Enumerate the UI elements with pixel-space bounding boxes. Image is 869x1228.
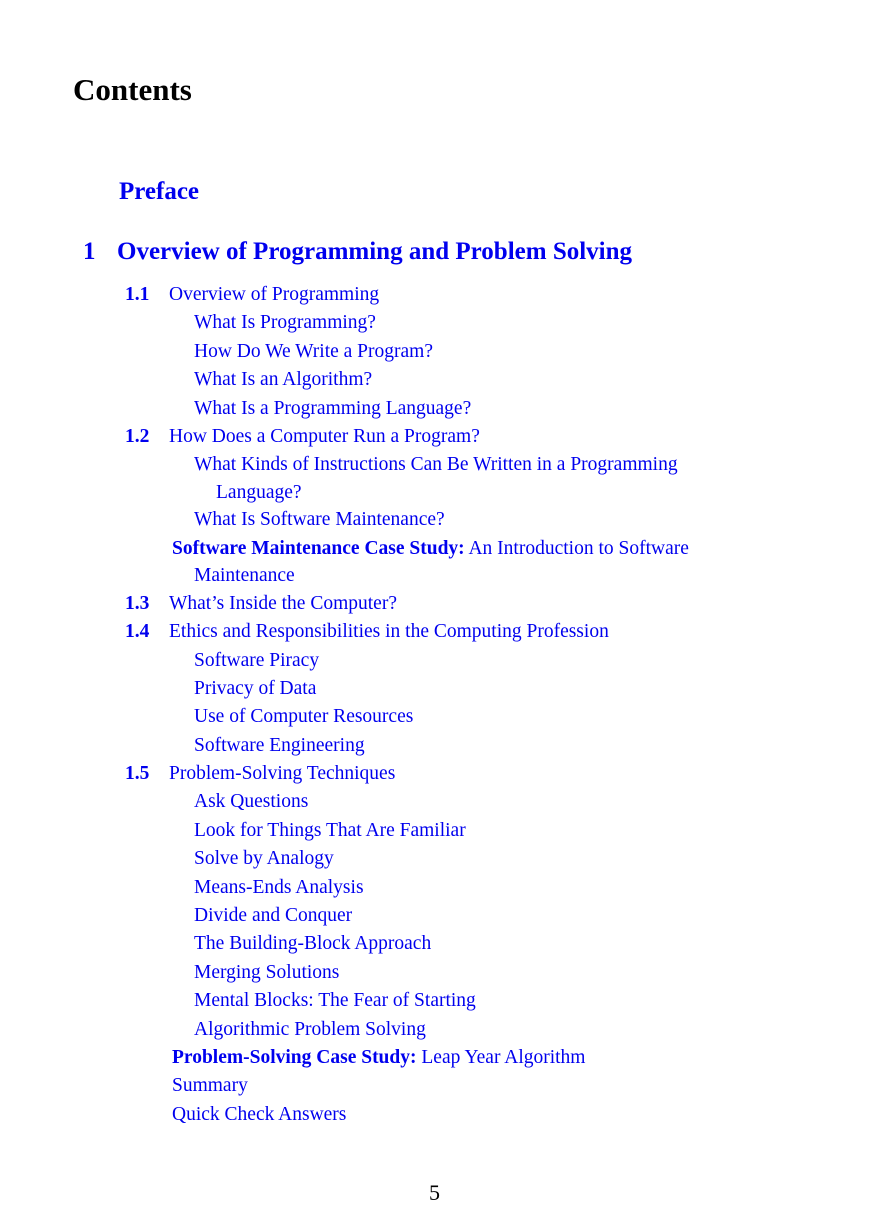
subsection-title: Look for Things That Are Familiar <box>194 819 466 841</box>
toc-subsection-link[interactable] <box>0 1016 869 1044</box>
section-number: 1.4 <box>125 621 150 643</box>
toc-end-matter-link[interactable] <box>0 1072 869 1100</box>
section-title: Problem-Solving Techniques <box>169 763 396 785</box>
subsection-title: Algorithmic Problem Solving <box>194 1018 426 1040</box>
toc-subsection-link[interactable] <box>0 395 869 423</box>
subsection-title: The Building-Block Approach <box>194 933 432 955</box>
subsection-title: Mental Blocks: The Fear of Starting <box>194 990 476 1012</box>
section-title: How Does a Computer Run a Program? <box>169 425 480 447</box>
toc-subsection-link[interactable] <box>0 845 869 873</box>
toc-subsection-link[interactable] <box>0 451 869 506</box>
subsection-title: Software Piracy <box>194 649 320 671</box>
subsection-title: Software Engineering <box>194 734 365 756</box>
toc-subsection-link[interactable] <box>0 788 869 816</box>
toc-subsection-link[interactable] <box>0 703 869 731</box>
toc-subsection-link[interactable] <box>0 959 869 987</box>
page-number: 5 <box>429 1180 440 1205</box>
chapter-title: Overview of Programming and Problem Solving <box>117 238 633 265</box>
subsection-title: What Is a Programming Language? <box>194 397 472 419</box>
toc-section-link[interactable] <box>0 618 869 646</box>
subsection-title: What Is Programming? <box>194 312 376 334</box>
subsection-title: Solve by Analogy <box>194 848 334 870</box>
case-study-label: Problem-Solving Case Study: <box>172 1046 417 1068</box>
section-number: 1.1 <box>125 284 150 305</box>
toc-section-link[interactable] <box>0 423 869 451</box>
section-title: Ethics and Responsibilities in the Computing Profession <box>169 621 609 643</box>
subsection-title: What Is an Algorithm? <box>194 369 373 391</box>
case-study-label: Software Maintenance Case Study: <box>172 537 465 559</box>
end-matter-title: Summary <box>172 1075 248 1097</box>
case-study-title: Leap Year Algorithm <box>416 1046 586 1068</box>
toc-case-study-link[interactable] <box>0 535 869 590</box>
toc-subsection-link[interactable] <box>0 366 869 394</box>
toc-subsection-link[interactable] <box>0 987 869 1015</box>
subsection-title: What Kinds of Instructions Can Be Written in a Programming <box>194 454 678 476</box>
case-study-title: An Introduction to Software <box>464 537 689 559</box>
subsection-title: Merging Solutions <box>194 961 340 983</box>
section-title: What’s Inside the Computer? <box>169 592 397 614</box>
toc-subsection-link[interactable] <box>0 732 869 760</box>
section-number: 1.2 <box>125 425 150 447</box>
section-title: Overview of Programming <box>169 284 380 305</box>
subsection-title: How Do We Write a Program? <box>194 340 433 362</box>
toc-preface-link[interactable]: Preface <box>119 178 200 205</box>
case-study-line <box>172 535 869 563</box>
toc-subsection-link[interactable] <box>0 506 869 534</box>
subsection-title: What Is Software Maintenance? <box>194 509 445 531</box>
chapter-number: 1 <box>83 238 96 265</box>
toc-subsection-link[interactable] <box>0 902 869 930</box>
toc-subsection-link[interactable] <box>0 647 869 675</box>
toc-subsection-link[interactable] <box>0 309 869 337</box>
toc-subsection-link[interactable] <box>0 675 869 703</box>
subsection-title: Means-Ends Analysis <box>194 876 364 898</box>
subsection-title: Privacy of Data <box>194 677 317 699</box>
subsection-title: Use of Computer Resources <box>194 706 414 728</box>
page-title: Contents <box>73 72 192 107</box>
section-number: 1.5 <box>125 763 150 785</box>
toc-chapter-1-link[interactable] <box>83 238 632 266</box>
toc-subsection-link[interactable] <box>0 930 869 958</box>
section-number: 1.3 <box>125 592 150 614</box>
subsection-title: Divide and Conquer <box>194 905 353 927</box>
toc-subsection-link[interactable] <box>0 817 869 845</box>
toc-subsection-link[interactable] <box>0 338 869 366</box>
subsection-title-continued: Language? <box>216 481 302 503</box>
end-matter-title: Quick Check Answers <box>172 1103 347 1125</box>
toc-end-matter-link[interactable] <box>0 1101 869 1129</box>
toc-case-study-link[interactable] <box>0 1044 869 1072</box>
subsection-title: Ask Questions <box>194 791 309 813</box>
toc-section-link[interactable] <box>0 281 869 309</box>
case-study-title-continued: Maintenance <box>194 565 295 587</box>
toc-section-link[interactable] <box>0 760 869 788</box>
toc-section-link[interactable] <box>0 590 869 618</box>
toc-list <box>0 281 869 1129</box>
toc-subsection-link[interactable] <box>0 874 869 902</box>
